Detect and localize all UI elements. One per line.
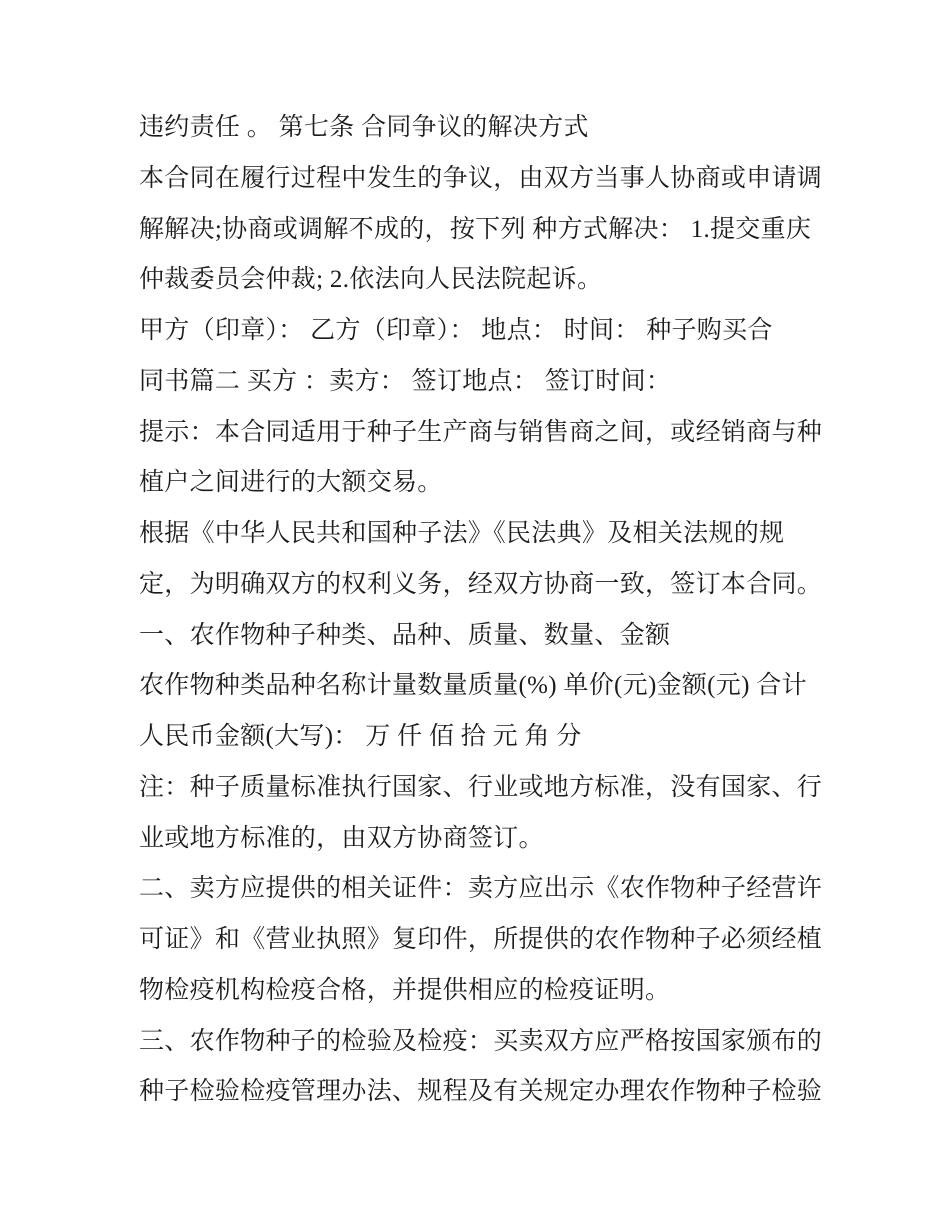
text-line: 业或地方标准的，由双方协商签订。 — [139, 824, 544, 852]
text-line: 仲裁委员会仲裁; 2.依法向人民法院起诉。 — [139, 266, 603, 294]
text-line: 三、农作物种子的检验及检疫：买卖双方应严格按国家颁布的 — [139, 1027, 823, 1055]
text-line: 一、农作物种子种类、品种、质量、数量、金额 — [139, 621, 671, 649]
text-line: 违约责任 。 第七条 合同争议的解决方式 — [139, 114, 589, 141]
text-line: 物检疫机构检疫合格，并提供相应的检疫证明。 — [139, 976, 671, 1004]
text-line: 根据《中华人民共和国种子法》《民法典》及相关法规的规 — [139, 520, 785, 547]
text-line: 同书篇二 买方 ：卖方： 签订地点： 签订时间： — [139, 367, 672, 395]
text-line: 解解决;协商或调解不成的，按下列 种方式解决： 1.提交重庆 — [139, 215, 812, 243]
text-line: 可证》和《营业执照》复印件，所提供的农作物种子必须经植 — [139, 926, 823, 953]
text-line: 甲方（印章）： 乙方（印章）： 地点： 时间： 种子购买合 — [139, 317, 773, 344]
text-line: 提示：本合同适用于种子生产商与销售商之间，或经销商与种 — [139, 418, 823, 446]
contract-text-block — [139, 103, 851, 1118]
text-line: 定，为明确双方的权利义务，经双方协商一致，签订本合同。 — [139, 570, 823, 598]
text-line: 本合同在履行过程中发生的争议，由双方当事人协商或申请调 — [139, 164, 823, 192]
text-line: 农作物种类品种名称计量数量质量(%) 单价(元)金额(元) 合计 — [139, 672, 807, 700]
text-line: 种子检验检疫管理办法、规程及有关规定办理农作物种子检验 — [139, 1078, 823, 1106]
text-line: 人民币金额(大写)： 万 仟 佰 拾 元 角 分 — [139, 723, 582, 750]
text-line: 二、卖方应提供的相关证件：卖方应出示《农作物种子经营许 — [139, 875, 823, 903]
text-line: 注：种子质量标准执行国家、行业或地方标准，没有国家、行 — [139, 773, 823, 801]
text-line: 植户之间进行的大额交易。 — [139, 469, 443, 497]
